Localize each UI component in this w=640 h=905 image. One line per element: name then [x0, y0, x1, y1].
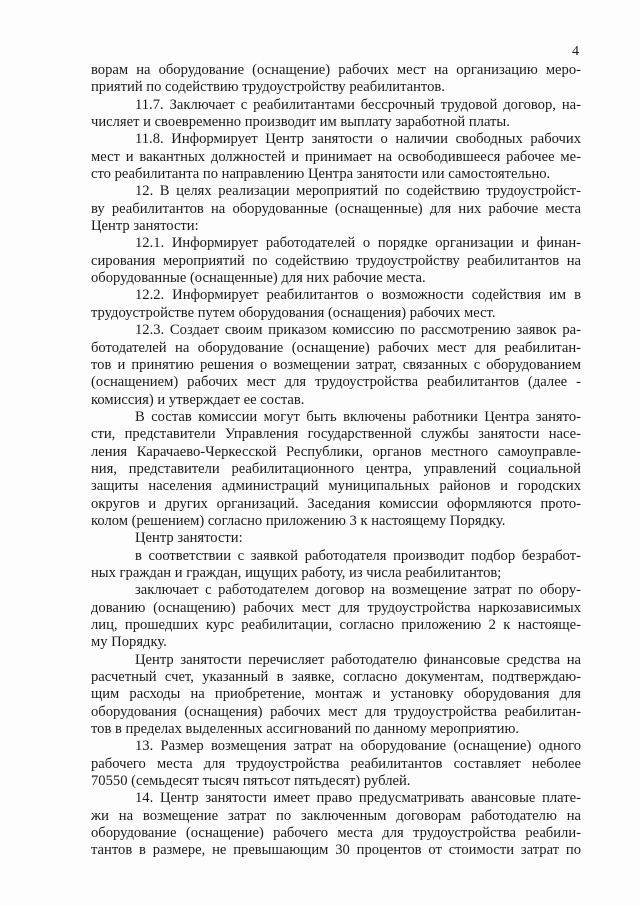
text-line: 14. Центр занятости имеет право предусматривать авансовые плате-	[135, 790, 581, 807]
text-line: оборудование (оснащение) рабочего места для трудоустройства реабили-	[91, 825, 581, 842]
text-line: комиссия) и утверждает ее состав.	[91, 391, 305, 408]
text-line: рабочего места для трудоустройства реабилитантов составляет неболее	[91, 755, 581, 772]
text-line: оборудованные (оснащенные) для них рабочие места.	[91, 270, 426, 287]
text-line: 11.7. Заключает с реабилитантами бессрочный трудовой договор, на-	[135, 96, 581, 113]
text-line: лиц, прошедших курс реабилитации, согласно приложению 2 к настояще-	[91, 617, 581, 633]
document-body	[91, 62, 581, 860]
text-line: жи на возмещение затрат по заключенным договорам работодателю на	[91, 807, 581, 824]
text-line: Центр занятости перечисляет работодателю финансовые средства на	[135, 651, 581, 668]
text-line: тов в пределах выделенных ассигнований по данному мероприятию.	[91, 721, 520, 738]
text-line: трудоустройстве путем оборудования (оснащения) рабочих мест.	[91, 304, 496, 321]
text-line: оборудования (оснащения) рабочих мест для трудоустройства реабилитан-	[91, 703, 581, 720]
text-line: числяет и своевременно производит им выплату заработной платы.	[91, 114, 510, 131]
text-line: 12. В целях реализации мероприятий по содействию трудоустройст-	[135, 183, 581, 200]
text-line: 70550 (семьдесят тысяч пятьсот пятьдесят) рублей.	[91, 773, 411, 790]
text-line: сти, представители Управления государственной службы занятости насе-	[91, 426, 581, 443]
text-line: ных граждан и граждан, ищущих работу, из числа реабилитантов;	[91, 564, 502, 581]
text-line: тов и принятию решения о возмещении затрат, связанных с оборудованием	[91, 356, 581, 373]
text-line: В состав комиссии могут быть включены работники Центра занято-	[135, 408, 581, 425]
text-line: щим расходы на приобретение, монтаж и установку оборудования для	[91, 686, 581, 703]
text-line: сирования мероприятий по содействию трудоустройству реабилитантов на	[91, 252, 581, 269]
text-line: 12.1. Информирует работодателей о порядке организации и финан-	[135, 235, 581, 252]
text-line: сто реабилитанта по направлению Центра занятости или самостоятельно.	[91, 166, 551, 183]
text-line: защиты населения администраций муниципальных районов и городских	[91, 478, 581, 495]
text-line: 12.3. Создает своим приказом комиссию по рассмотрению заявок ра-	[135, 322, 581, 339]
page-number: 4	[572, 44, 579, 59]
text-line: колом (решением) согласно приложению 3 к настоящему Порядку.	[91, 512, 506, 529]
text-line: (оснащением) рабочих мест для трудоустройства реабилитантов (далее -	[91, 374, 581, 391]
text-line: дованию (оснащению) рабочих мест для трудоустройства наркозависимых	[91, 599, 581, 616]
text-line: Центр занятости:	[91, 218, 199, 235]
text-line: 13. Размер возмещения затрат на оборудование (оснащение) одного	[135, 738, 581, 755]
text-line: ления Карачаево-Черкесской Республики, органов местного самоуправле-	[91, 443, 581, 460]
text-line: ву реабилитантов на оборудованные (оснащенные) для них рабочие места	[91, 200, 581, 217]
text-line: 11.8. Информирует Центр занятости о наличии свободных рабочих	[135, 131, 581, 148]
text-line: приятий по содействию трудоустройству реабилитантов.	[91, 79, 445, 96]
text-line: ния, представители реабилитационного центра, управлений социальной	[91, 460, 581, 477]
text-line: Центр занятости:	[135, 530, 243, 547]
text-line: расчетный счет, указанный в заявке, согласно документам, подтверждаю-	[91, 669, 581, 686]
text-line: 12.2. Информирует реабилитантов о возможности содействия им в	[135, 287, 581, 304]
text-line: мест и вакантных должностей и принимает на освободившееся рабочее ме-	[91, 148, 581, 165]
text-line: в соответствии с заявкой работодателя производит подбор безработ-	[135, 547, 581, 564]
text-line: му Порядку.	[91, 634, 167, 651]
text-line: тантов в размере, не превышающим 30 процентов от стоимости затрат по	[91, 842, 581, 859]
text-line: ворам на оборудование (оснащение) рабочих мест на организацию меро-	[91, 62, 581, 78]
text-line: округов и других организаций. Заседания комиссии оформляются прото-	[91, 495, 581, 512]
text-line: заключает с работодателем договор на возмещение затрат по обору-	[135, 582, 581, 599]
text-line: ботодателей на оборудование (оснащение) рабочих мест для реабилитан-	[91, 339, 581, 356]
